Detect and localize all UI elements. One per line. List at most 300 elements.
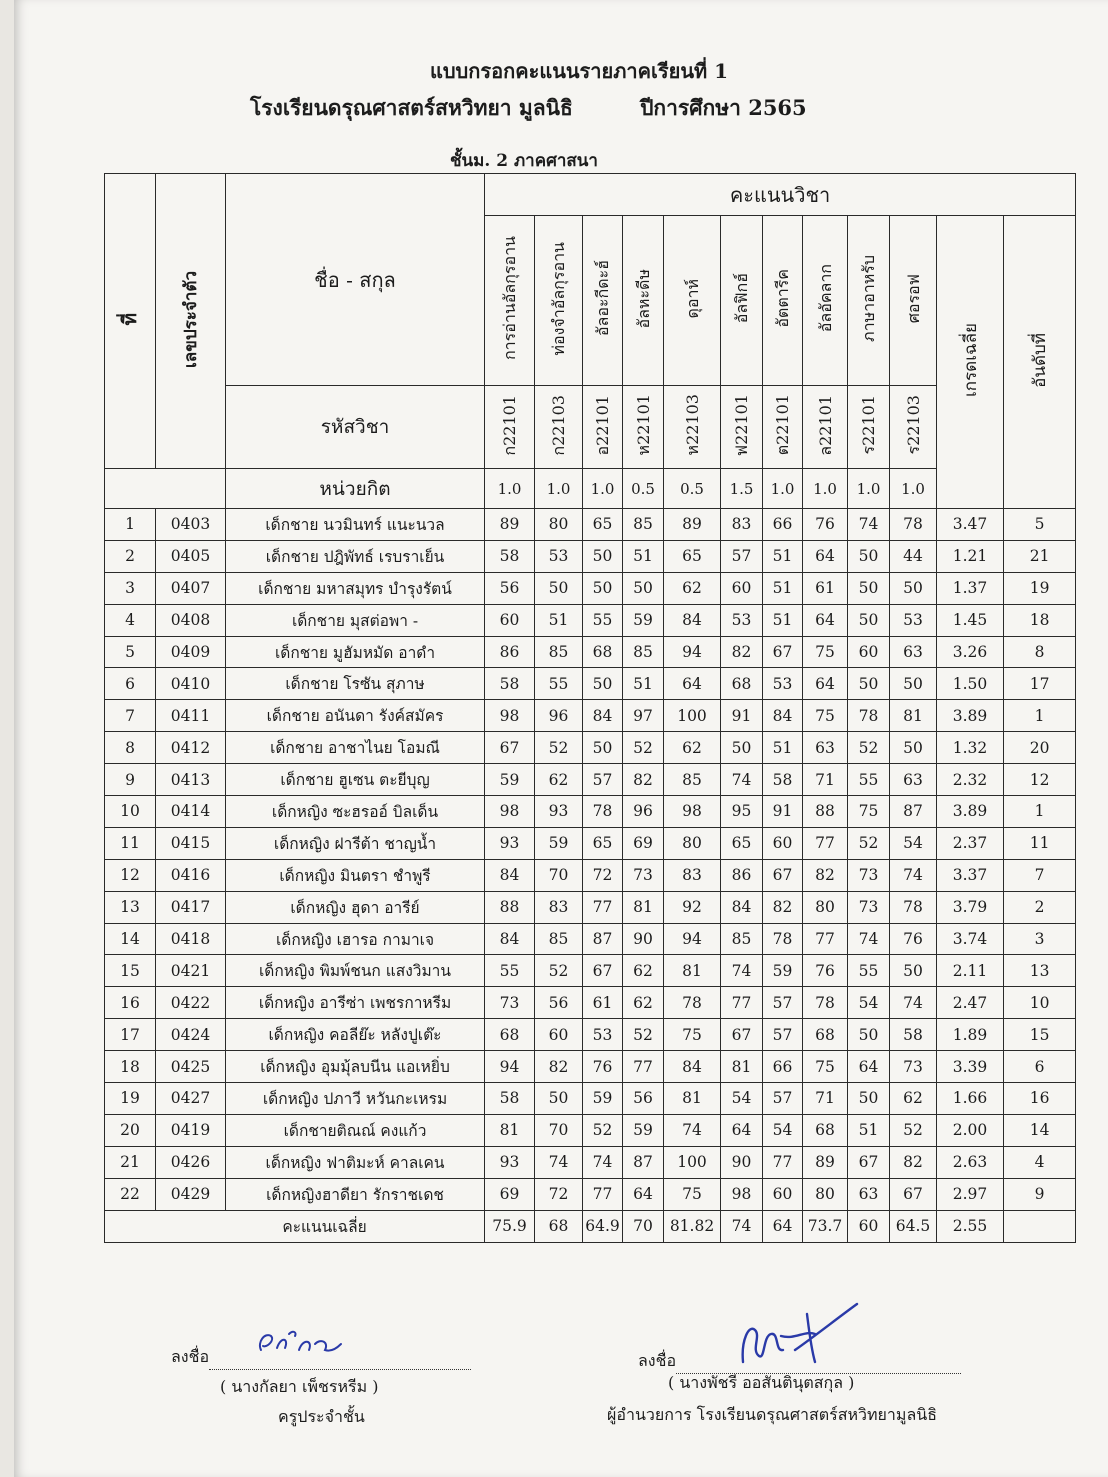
- score-cell: 82: [803, 859, 848, 891]
- header-gpa: เกรดเฉลี่ย: [937, 216, 1004, 509]
- subject-code-cell: [583, 386, 623, 469]
- subject-code: ห22103: [682, 394, 702, 456]
- average-score: 68: [535, 1210, 583, 1242]
- score-cell: 82: [763, 891, 803, 923]
- score-cell: 74: [721, 955, 763, 987]
- student-id: 0429: [156, 1178, 226, 1210]
- student-name: เด็กชาย ปฎิพัทธ์ เรบราเย็น: [226, 540, 485, 572]
- subject-code: ร22101: [859, 395, 878, 455]
- gpa-cell: 3.89: [937, 700, 1004, 732]
- score-cell: 66: [763, 1051, 803, 1083]
- student-name: เด็กหญิง มินตรา ชำพูรี: [226, 859, 485, 891]
- score-cell: 88: [485, 891, 535, 923]
- average-rank-blank: [1004, 1210, 1076, 1242]
- score-cell: 89: [664, 509, 721, 541]
- score-cell: 51: [623, 540, 664, 572]
- score-cell: 58: [890, 1019, 937, 1051]
- student-name: เด็กหญิง ซะฮรออ์ บิลเด็น: [226, 796, 485, 828]
- score-cell: 62: [535, 764, 583, 796]
- table-row: [105, 604, 1076, 636]
- rank-cell: 6: [1004, 1051, 1076, 1083]
- header-rank: อันดับที่: [1004, 216, 1076, 509]
- score-cell: 69: [485, 1178, 535, 1210]
- score-cell: 56: [623, 1083, 664, 1115]
- score-cell: 67: [583, 955, 623, 987]
- subject-code: ฟ22101: [732, 393, 751, 457]
- score-cell: 51: [535, 604, 583, 636]
- score-cell: 72: [583, 859, 623, 891]
- score-cell: 60: [721, 572, 763, 604]
- score-cell: 81: [623, 891, 664, 923]
- student-id: 0409: [156, 636, 226, 668]
- subject-code-cell: [623, 386, 664, 469]
- score-cell: 74: [664, 1114, 721, 1146]
- score-cell: 78: [583, 796, 623, 828]
- score-cell: 73: [890, 1051, 937, 1083]
- score-cell: 85: [535, 923, 583, 955]
- score-cell: 93: [485, 827, 535, 859]
- row-no: 12: [105, 859, 156, 891]
- subject-name: อัลหะดีษ: [633, 268, 653, 329]
- score-cell: 55: [535, 668, 583, 700]
- row-no: 8: [105, 732, 156, 764]
- rank-cell: 8: [1004, 636, 1076, 668]
- score-cell: 85: [623, 509, 664, 541]
- score-cell: 69: [623, 827, 664, 859]
- student-id: 0410: [156, 668, 226, 700]
- score-cell: 93: [485, 1146, 535, 1178]
- score-cell: 50: [583, 572, 623, 604]
- score-cell: 86: [721, 859, 763, 891]
- gpa-cell: 3.74: [937, 923, 1004, 955]
- student-name: เด็กหญิง ฟาติมะห์ คาลเคน: [226, 1146, 485, 1178]
- rank-cell: 18: [1004, 604, 1076, 636]
- score-cell: 59: [535, 827, 583, 859]
- table-row: [105, 1019, 1076, 1051]
- left-sign-prefix: ลงชื่อ: [171, 1347, 210, 1366]
- student-name: เด็กหญิง ฮุดา อารีย์: [226, 891, 485, 923]
- score-cell: 65: [583, 827, 623, 859]
- score-cell: 55: [848, 764, 890, 796]
- score-cell: 66: [763, 509, 803, 541]
- score-cell: 82: [721, 636, 763, 668]
- score-cell: 53: [535, 540, 583, 572]
- score-cell: 56: [485, 572, 535, 604]
- average-score: 70: [623, 1210, 664, 1242]
- row-no: 14: [105, 923, 156, 955]
- score-cell: 67: [890, 1178, 937, 1210]
- student-name: เด็กชาย อนันดา รังค์สมัคร: [226, 700, 485, 732]
- table-row: [105, 700, 1076, 732]
- gpa-cell: 3.89: [937, 796, 1004, 828]
- gpa-cell: 2.00: [937, 1114, 1004, 1146]
- score-cell: 88: [803, 796, 848, 828]
- score-cell: 78: [890, 891, 937, 923]
- score-cell: 73: [623, 859, 664, 891]
- score-cell: 63: [848, 1178, 890, 1210]
- score-cell: 91: [763, 796, 803, 828]
- score-cell: 65: [583, 509, 623, 541]
- student-id: 0424: [156, 1019, 226, 1051]
- score-cell: 82: [623, 764, 664, 796]
- score-cell: 51: [763, 540, 803, 572]
- rank-cell: 7: [1004, 859, 1076, 891]
- row-no: 17: [105, 1019, 156, 1051]
- score-cell: 81: [664, 1083, 721, 1115]
- student-name: เด็กชาย โรซัน สุภาษ: [226, 668, 485, 700]
- rank-cell: 13: [1004, 955, 1076, 987]
- gpa-cell: 3.37: [937, 859, 1004, 891]
- score-cell: 53: [721, 604, 763, 636]
- average-row: [105, 1210, 1076, 1242]
- student-id: 0421: [156, 955, 226, 987]
- score-cell: 50: [535, 572, 583, 604]
- subject-name-cell: [763, 216, 803, 386]
- table-row: [105, 668, 1076, 700]
- table-row: [105, 636, 1076, 668]
- table-row: [105, 987, 1076, 1019]
- credit-blank: [105, 469, 226, 509]
- score-cell: 100: [664, 1146, 721, 1178]
- student-id: 0411: [156, 700, 226, 732]
- right-signer-name: ( นางพัชรี ออสันตินุตสกุล ): [668, 1373, 855, 1392]
- score-cell: 65: [664, 540, 721, 572]
- student-name: เด็กหญิง ปภาวี หวันกะเหรม: [226, 1083, 485, 1115]
- score-cell: 50: [848, 604, 890, 636]
- score-cell: 60: [485, 604, 535, 636]
- gpa-cell: 2.37: [937, 827, 1004, 859]
- gpa-cell: 1.21: [937, 540, 1004, 572]
- gpa-cell: 1.89: [937, 1019, 1004, 1051]
- score-cell: 75: [664, 1019, 721, 1051]
- score-cell: 77: [803, 827, 848, 859]
- row-no: 4: [105, 604, 156, 636]
- student-id: 0408: [156, 604, 226, 636]
- score-cell: 80: [803, 1178, 848, 1210]
- score-cell: 60: [763, 827, 803, 859]
- score-cell: 55: [583, 604, 623, 636]
- subject-name-cell: [664, 216, 721, 386]
- score-cell: 94: [664, 923, 721, 955]
- score-cell: 78: [848, 700, 890, 732]
- score-cell: 64: [803, 604, 848, 636]
- average-score: 74: [721, 1210, 763, 1242]
- score-cell: 57: [721, 540, 763, 572]
- average-score: 73.7: [803, 1210, 848, 1242]
- rank-cell: 20: [1004, 732, 1076, 764]
- subject-name: ท่องจำอัลกุรอาน: [549, 241, 568, 356]
- score-cell: 58: [485, 540, 535, 572]
- score-cell: 93: [535, 796, 583, 828]
- average-score: 60: [848, 1210, 890, 1242]
- score-cell: 50: [848, 668, 890, 700]
- subject-name-cell: [721, 216, 763, 386]
- subject-name: ดุอาห์: [682, 278, 702, 319]
- score-cell: 91: [721, 700, 763, 732]
- subject-code-cell: [890, 386, 937, 469]
- row-no: 19: [105, 1083, 156, 1115]
- subject-code: อ22101: [593, 394, 612, 456]
- score-cell: 89: [485, 509, 535, 541]
- score-cell: 54: [890, 827, 937, 859]
- subject-code: ร22103: [903, 395, 923, 455]
- score-cell: 75: [803, 636, 848, 668]
- score-cell: 58: [485, 668, 535, 700]
- score-cell: 50: [848, 1019, 890, 1051]
- score-cell: 74: [848, 509, 890, 541]
- score-cell: 68: [485, 1019, 535, 1051]
- subject-name-cell: [583, 216, 623, 386]
- score-cell: 74: [535, 1146, 583, 1178]
- score-cell: 64: [721, 1114, 763, 1146]
- row-no: 2: [105, 540, 156, 572]
- student-name: เด็กชาย มูฮัมหมัด อาดำ: [226, 636, 485, 668]
- table-row: [105, 859, 1076, 891]
- score-cell: 94: [664, 636, 721, 668]
- rank-cell: 5: [1004, 509, 1076, 541]
- score-cell: 57: [583, 764, 623, 796]
- score-cell: 78: [763, 923, 803, 955]
- score-cell: 56: [535, 987, 583, 1019]
- score-cell: 57: [763, 1083, 803, 1115]
- score-cell: 64: [803, 540, 848, 572]
- student-name: เด็กชาย มหาสมุทร บำรุงรัตน์: [226, 572, 485, 604]
- score-cell: 78: [803, 987, 848, 1019]
- score-cell: 50: [890, 572, 937, 604]
- score-cell: 54: [848, 987, 890, 1019]
- score-cell: 51: [763, 604, 803, 636]
- score-cell: 54: [721, 1083, 763, 1115]
- score-cell: 64: [803, 668, 848, 700]
- student-name: เด็กหญิง อุมมุ้ลบนีน แอเหยิ่บ: [226, 1051, 485, 1083]
- score-cell: 85: [721, 923, 763, 955]
- student-name: เด็กชาย มุสต่อพา -: [226, 604, 485, 636]
- score-cell: 85: [535, 636, 583, 668]
- score-cell: 62: [890, 1083, 937, 1115]
- subject-name: การอ่านอัลกุรอาน: [500, 236, 519, 361]
- score-cell: 73: [848, 891, 890, 923]
- student-name: เด็กชายติณณ์ คงแก้ว: [226, 1114, 485, 1146]
- gpa-cell: 2.47: [937, 987, 1004, 1019]
- row-no: 5: [105, 636, 156, 668]
- score-cell: 95: [721, 796, 763, 828]
- subject-credit: 1.0: [848, 469, 890, 509]
- score-cell: 86: [485, 636, 535, 668]
- gpa-cell: 1.45: [937, 604, 1004, 636]
- student-id: 0413: [156, 764, 226, 796]
- score-cell: 75: [803, 700, 848, 732]
- score-cell: 57: [763, 987, 803, 1019]
- score-cell: 81: [890, 700, 937, 732]
- score-cell: 73: [485, 987, 535, 1019]
- score-cell: 98: [485, 700, 535, 732]
- score-cell: 98: [721, 1178, 763, 1210]
- score-cell: 67: [848, 1146, 890, 1178]
- student-id: 0412: [156, 732, 226, 764]
- score-cell: 62: [623, 987, 664, 1019]
- score-cell: 87: [583, 923, 623, 955]
- score-cell: 59: [583, 1083, 623, 1115]
- header-name: ชื่อ - สกุล: [226, 174, 485, 386]
- score-cell: 62: [664, 572, 721, 604]
- score-cell: 92: [664, 891, 721, 923]
- score-cell: 50: [583, 732, 623, 764]
- score-cell: 54: [763, 1114, 803, 1146]
- student-id: 0417: [156, 891, 226, 923]
- subject-name-cell: [535, 216, 583, 386]
- score-cell: 51: [763, 572, 803, 604]
- score-cell: 76: [803, 955, 848, 987]
- score-cell: 70: [535, 1114, 583, 1146]
- average-score: 64.5: [890, 1210, 937, 1242]
- score-cell: 58: [763, 764, 803, 796]
- score-cell: 52: [535, 955, 583, 987]
- score-cell: 62: [664, 732, 721, 764]
- subject-code-cell: [664, 386, 721, 469]
- gpa-cell: 3.26: [937, 636, 1004, 668]
- subject-name-cell: [803, 216, 848, 386]
- subject-credit: 1.0: [890, 469, 937, 509]
- subject-credit: 1.0: [485, 469, 535, 509]
- student-name: เด็กหญิง เฮารอ กามาเจ: [226, 923, 485, 955]
- score-cell: 52: [890, 1114, 937, 1146]
- right-handwritten-signature: [735, 1300, 865, 1370]
- score-cell: 74: [721, 764, 763, 796]
- score-cell: 84: [721, 891, 763, 923]
- score-cell: 57: [763, 1019, 803, 1051]
- score-cell: 84: [664, 604, 721, 636]
- score-cell: 51: [763, 732, 803, 764]
- score-cell: 78: [664, 987, 721, 1019]
- score-cell: 76: [583, 1051, 623, 1083]
- subject-credit: 1.0: [583, 469, 623, 509]
- right-sign-prefix: ลงชื่อ: [638, 1351, 677, 1370]
- score-cell: 77: [721, 987, 763, 1019]
- rank-cell: 21: [1004, 540, 1076, 572]
- score-cell: 74: [848, 923, 890, 955]
- subject-credit: 0.5: [664, 469, 721, 509]
- score-cell: 74: [583, 1146, 623, 1178]
- score-cell: 63: [890, 764, 937, 796]
- score-cell: 98: [664, 796, 721, 828]
- score-cell: 60: [848, 636, 890, 668]
- subject-name-cell: [890, 216, 937, 386]
- score-cell: 89: [803, 1146, 848, 1178]
- score-cell: 82: [890, 1146, 937, 1178]
- row-no: 15: [105, 955, 156, 987]
- score-cell: 73: [848, 859, 890, 891]
- subject-name: อัลฟิกฮ์: [732, 273, 751, 324]
- score-cell: 80: [664, 827, 721, 859]
- left-signer-name: ( นางกัลยา เพ็ชรหรีม ): [220, 1377, 379, 1396]
- subject-credit: 1.0: [763, 469, 803, 509]
- score-cell: 59: [623, 1114, 664, 1146]
- score-cell: 50: [848, 1083, 890, 1115]
- score-cell: 64: [623, 1178, 664, 1210]
- row-no: 7: [105, 700, 156, 732]
- score-cell: 81: [664, 955, 721, 987]
- student-id: 0426: [156, 1146, 226, 1178]
- gpa-cell: 1.66: [937, 1083, 1004, 1115]
- score-cell: 77: [623, 1051, 664, 1083]
- subject-code-cell: [803, 386, 848, 469]
- score-cell: 68: [803, 1019, 848, 1051]
- table-row: [105, 1146, 1076, 1178]
- gpa-cell: 2.63: [937, 1146, 1004, 1178]
- form-title: แบบกรอกคะแนนรายภาคเรียนที่ 1: [429, 59, 729, 83]
- score-cell: 81: [721, 1051, 763, 1083]
- rank-cell: 19: [1004, 572, 1076, 604]
- student-id: 0427: [156, 1083, 226, 1115]
- school-name: โรงเรียนดรุณศาสตร์สหวิทยา มูลนิธิ: [250, 95, 573, 120]
- student-id: 0405: [156, 540, 226, 572]
- score-cell: 64: [848, 1051, 890, 1083]
- rank-cell: 4: [1004, 1146, 1076, 1178]
- score-cell: 70: [535, 859, 583, 891]
- rank-cell: 2: [1004, 891, 1076, 923]
- score-cell: 84: [485, 859, 535, 891]
- score-cell: 55: [848, 955, 890, 987]
- table-row: [105, 923, 1076, 955]
- score-table: [104, 173, 1076, 1243]
- average-score: 64.9: [583, 1210, 623, 1242]
- score-cell: 50: [535, 1083, 583, 1115]
- student-id: 0416: [156, 859, 226, 891]
- subject-code: ล22101: [815, 394, 835, 456]
- score-cell: 60: [535, 1019, 583, 1051]
- score-cell: 84: [763, 700, 803, 732]
- subject-name: อัลอะกีดะฮ์: [593, 260, 612, 337]
- subject-credit: 0.5: [623, 469, 664, 509]
- score-cell: 98: [485, 796, 535, 828]
- score-cell: 76: [803, 509, 848, 541]
- rank-cell: 15: [1004, 1019, 1076, 1051]
- score-cell: 67: [721, 1019, 763, 1051]
- score-cell: 53: [890, 604, 937, 636]
- score-cell: 50: [848, 540, 890, 572]
- rank-cell: 1: [1004, 796, 1076, 828]
- subject-code: ต22101: [773, 394, 792, 456]
- score-cell: 68: [721, 668, 763, 700]
- score-cell: 67: [763, 636, 803, 668]
- score-cell: 50: [848, 572, 890, 604]
- score-cell: 44: [890, 540, 937, 572]
- table-row: [105, 891, 1076, 923]
- student-id: 0407: [156, 572, 226, 604]
- score-cell: 87: [890, 796, 937, 828]
- header-code: รหัสวิชา: [226, 386, 485, 469]
- subject-name-cell: [848, 216, 890, 386]
- score-cell: 80: [803, 891, 848, 923]
- table-row: [105, 509, 1076, 541]
- academic-year: ปีการศึกษา 2565: [640, 95, 807, 120]
- score-cell: 85: [664, 764, 721, 796]
- score-cell: 100: [664, 700, 721, 732]
- score-cell: 52: [535, 732, 583, 764]
- student-id: 0415: [156, 827, 226, 859]
- score-cell: 50: [583, 668, 623, 700]
- score-cell: 52: [623, 1019, 664, 1051]
- score-cell: 61: [803, 572, 848, 604]
- rank-cell: 10: [1004, 987, 1076, 1019]
- score-cell: 80: [535, 509, 583, 541]
- rank-cell: 12: [1004, 764, 1076, 796]
- average-score: 75.9: [485, 1210, 535, 1242]
- table-row: [105, 1083, 1076, 1115]
- subject-code-cell: [721, 386, 763, 469]
- subject-credit: 1.5: [721, 469, 763, 509]
- row-no: 18: [105, 1051, 156, 1083]
